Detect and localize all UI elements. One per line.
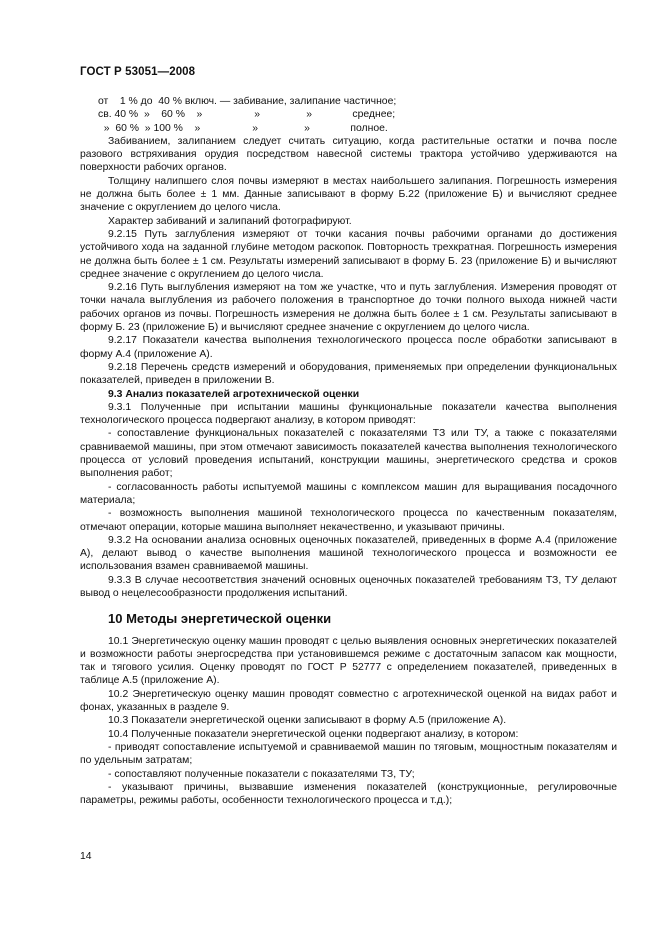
list-item: - указывают причины, вызвавшие изменения показателей (конструкционные, регулировочные параметры, режимы работы, особенности технологического процесса и т.д.); [80, 781, 617, 807]
paragraph: 9.2.16 Путь выглубления измеряют на том же участке, что и путь заглубления. Измерения проводят от точки начала выглубления из рабочего положения в транспортное до точки полного выхода нижней части рабочих органов из почвы. Погрешность измерения не должна быть более ± 1 см. Результаты записывают в форму Б. 23 (приложение Б) и вычисляют среднее значение с округлением до целого числа. [80, 282, 617, 334]
blockage-row-1: от 1 % до 40 % включ. — забивание, залипание частичное; [98, 96, 397, 107]
blockage-row-2: св. 40 % » 60 % » » » среднее; [98, 109, 396, 121]
list-item: - сопоставляют полученные показатели с показателями ТЗ, ТУ; [108, 768, 415, 780]
paragraph: 9.3.3 В случае несоответствия значений основных оценочных показателей требованиям ТЗ, ТУ делают вывод о нецелесообразности продолжения испытаний. [80, 574, 617, 599]
blockage-row-3: » 60 % » 100 % » » » полное. [98, 122, 388, 134]
page-number: 14 [80, 851, 92, 862]
list-item: - сопоставление функциональных показателей с показателями ТЗ или ТУ, а также с показателями сравниваемой машины, при этом отмечают зависимость показателей качества выполнения технологического процесса от условий проведения испытаний, конструкции машины, энергетического средства и сроков выполнения работ; [80, 428, 617, 480]
list-item: - приводят сопоставление испытуемой и сравниваемой машин по тяговым, мощностным показателям и по удельным затратам; [80, 741, 617, 767]
paragraph: 9.3.2 На основании анализа основных оценочных показателей, приведенных в форме А.4 (приложение А), делают вывод о качестве выполнения машиной технологического процесса и возможности ее использования взамен сравниваемой машины. [80, 534, 617, 573]
paragraph: Характер забиваний и залипаний фотографируют. [108, 215, 352, 227]
paragraph: 10.1 Энергетическую оценку машин проводят с целью выявления основных энергетических показателей и возможности работы энергосредства при установившемся режиме с достаточным запасом как мощности, так и тягового усилия. Оценку проводят по ГОСТ Р 52777 с определением показателей, приведенных в таблице А.5 (приложение А). [80, 635, 617, 687]
subsection-heading-9-3: 9.3 Анализ показателей агротехнической оценки [108, 388, 360, 400]
paragraph: Забиванием, залипанием следует считать ситуацию, когда растительные остатки и почва после разового встряхивания орудия посредством навесной системы трактора устойчиво удерживаются на поверхности рабочих органов. [80, 135, 617, 174]
list-item: - согласованность работы испытуемой машины с комплексом машин для выращивания посадочного материала; [80, 481, 617, 506]
paragraph: 9.3.1 Полученные при испытании машины функциональные показатели качества выполнения технологического процесса подвергают анализу, в котором приводят: [80, 401, 617, 427]
paragraph: Толщину налипшего слоя почвы измеряют в местах наибольшего залипания. Погрешность измерения не должна быть более ± 1 мм. Данные записывают в форму Б.22 (приложение Б) и вычисляют среднее значение с округлением до целого числа. [80, 175, 617, 214]
standard-header: ГОСТ Р 53051—2008 [80, 66, 196, 78]
document-body [80, 95, 617, 807]
list-item: - возможность выполнения машиной технологического процесса по качественным показателям, отмечают операции, которые машина выполняет некачественно, и указывают причины. [80, 508, 617, 533]
paragraph: 10.2 Энергетическую оценку машин проводят совместно с агротехнической оценкой на видах работ и фонах, указанных в разделе 9. [80, 688, 617, 714]
paragraph: 10.4 Полученные показатели энергетической оценки подвергают анализу, в котором: [108, 728, 519, 740]
paragraph: 9.2.18 Перечень средств измерений и оборудования, применяемых при определении функциональных показателей, приведен в приложении В. [80, 361, 617, 387]
paragraph: 10.3 Показатели энергетической оценки записывают в форму А.5 (приложение А). [108, 715, 507, 727]
paragraph: 9.2.17 Показатели качества выполнения технологического процесса после обработки записывают в форму А.4 (приложение А). [80, 335, 617, 360]
paragraph: 9.2.15 Путь заглубления измеряют от точки касания почвы рабочими органами до достижения устойчивого хода на заданной глубине методом раскопок. Повторность трехкратная. Погрешность измерения не должна быть более ± 1 см. Результаты измерений записывают в форму Б. 23 (приложение Б) и вычисляют среднее значение с округлением до целого числа. [80, 228, 617, 280]
section-heading-10: 10 Методы энергетической оценки [108, 611, 332, 627]
